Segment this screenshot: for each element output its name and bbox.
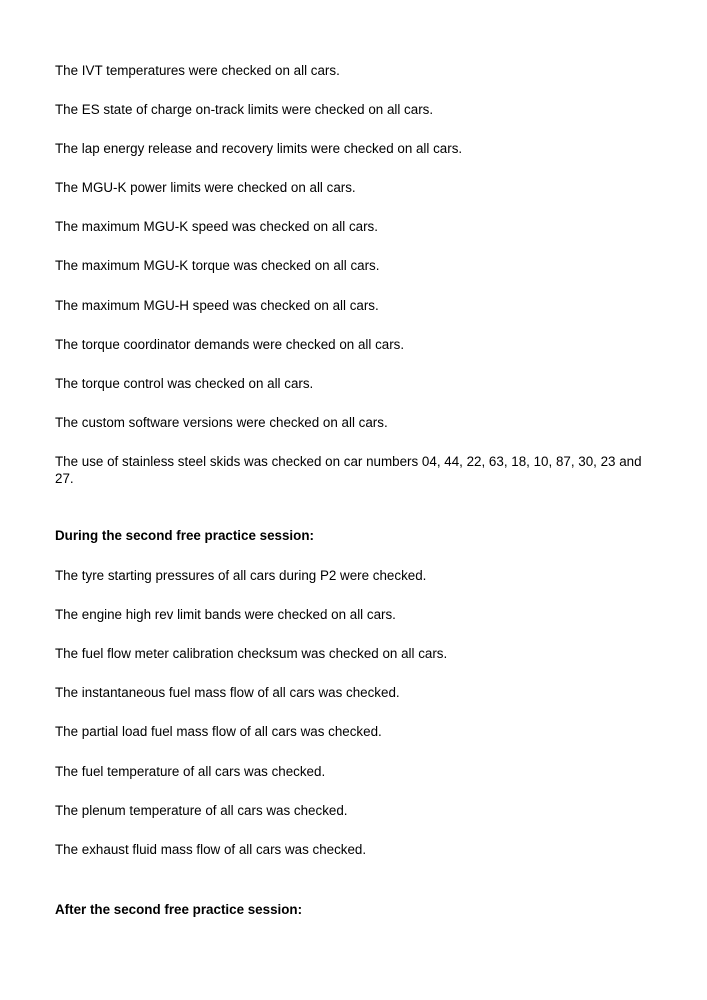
check-item: The torque coordinator demands were checked on all cars. xyxy=(55,337,405,352)
check-item: The maximum MGU-H speed was checked on all cars. xyxy=(55,298,379,313)
check-item: The exhaust fluid mass flow of all cars was checked. xyxy=(55,842,367,857)
check-item: The maximum MGU-K torque was checked on all cars. xyxy=(55,258,380,273)
section-heading: After the second free practice session: xyxy=(55,902,303,917)
check-item: The use of stainless steel skids was checked on car numbers 04, 44, 22, 63, 18, 10, 87, 30, 23 and 27. xyxy=(55,454,642,486)
check-item: The maximum MGU-K speed was checked on all cars. xyxy=(55,219,378,234)
check-item: The fuel flow meter calibration checksum was checked on all cars. xyxy=(55,646,448,661)
check-item: The instantaneous fuel mass flow of all cars was checked. xyxy=(55,685,400,700)
section-heading: During the second free practice session: xyxy=(55,528,314,543)
check-item: The tyre starting pressures of all cars during P2 were checked. xyxy=(55,568,427,583)
check-item: The engine high rev limit bands were checked on all cars. xyxy=(55,607,396,622)
check-item: The MGU-K power limits were checked on all cars. xyxy=(55,180,356,195)
check-item: The torque control was checked on all cars. xyxy=(55,376,314,391)
check-item: The plenum temperature of all cars was checked. xyxy=(55,803,348,818)
check-item: The ES state of charge on-track limits were checked on all cars. xyxy=(55,102,434,117)
check-item: The custom software versions were checked on all cars. xyxy=(55,415,388,430)
check-item: The lap energy release and recovery limits were checked on all cars. xyxy=(55,141,463,156)
check-item: The fuel temperature of all cars was checked. xyxy=(55,764,326,779)
check-item: The IVT temperatures were checked on all cars. xyxy=(55,63,340,78)
check-item: The partial load fuel mass flow of all cars was checked. xyxy=(55,724,382,739)
